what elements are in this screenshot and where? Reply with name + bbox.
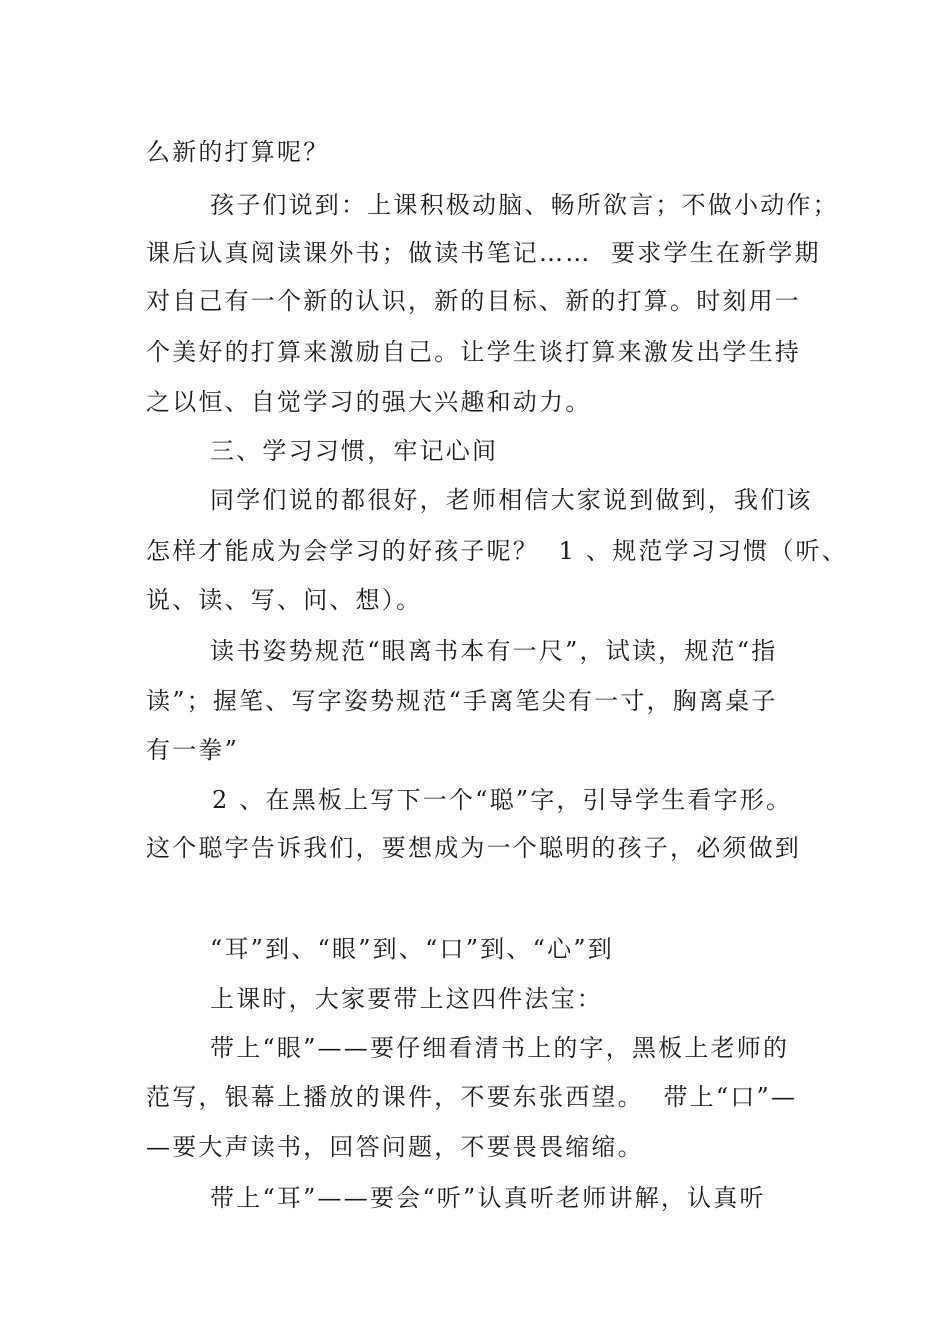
text-line: 有一拳” (146, 736, 240, 764)
text-line: 读书姿势规范“眼离书本有一尺”，试读，规范“指 (210, 637, 778, 665)
section-heading: 三、学习习惯，牢记心间 (210, 437, 499, 465)
text-line: 说、读、写、问、想）。 (146, 586, 423, 614)
text-line: 2 、在黑板上写下一个“聪”字，引导学生看字形。 (212, 786, 793, 814)
text-line: 么新的打算呢？ (146, 138, 330, 166)
text-line: 这个聪字告诉我们，要想成为一个聪明的孩子，必须做到 (146, 834, 801, 862)
text-line: 读”；握笔、写字姿势规范“手离笔尖有一寸，胸离桌子 (146, 687, 778, 715)
text-line: 之以恒、自觉学习的强大兴趣和动力。 (146, 388, 592, 416)
text-line: 同学们说的都很好，老师相信大家说到做到，我们该 (210, 486, 813, 514)
text-line: 带上“耳”——要会“听”认真听老师讲解，认真听 (210, 1184, 766, 1212)
text-line: 孩子们说到：上课积极动脑、畅所欲言；不做小动作； (210, 191, 839, 219)
text-line: 范写，银幕上播放的课件，不要东张西望。 带上“口”— (146, 1083, 798, 1111)
text-line: 带上“眼”——要仔细看清书上的字，黑板上老师的 (210, 1034, 790, 1062)
text-line: “耳”到、“眼”到、“口”到、“心”到 (210, 935, 614, 963)
text-line: —要大声读书，回答问题，不要畏畏缩缩。 (146, 1133, 644, 1161)
text-line: 课后认真阅读课外书；做读书笔记…… 要求学生在新学期 (146, 239, 821, 267)
text-line: 怎样才能成为会学习的好孩子呢？ 1 、规范学习习惯（听、 (146, 537, 848, 565)
text-line: 上课时，大家要带上这四件法宝： (210, 985, 603, 1013)
text-line: 对自己有一个新的认识，新的目标、新的打算。时刻用一 (146, 287, 801, 315)
text-line: 个美好的打算来激励自己。让学生谈打算来激发出学生持 (146, 338, 801, 366)
